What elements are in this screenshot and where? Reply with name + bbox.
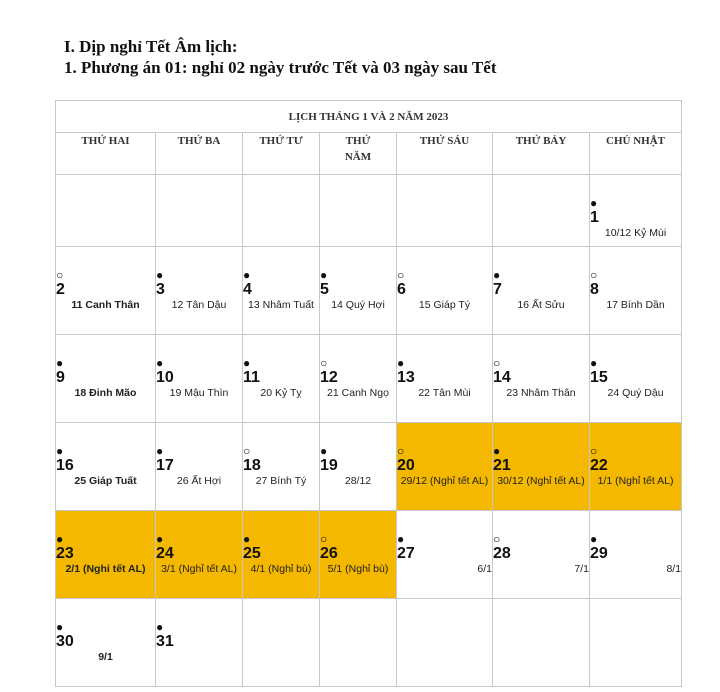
lunar-date: 21 Canh Ngọ bbox=[327, 387, 389, 399]
calendar-day-cell bbox=[590, 335, 682, 423]
lunar-date: 22 Tân Mùi bbox=[418, 387, 471, 399]
weekday-header: THỨ BẢY bbox=[493, 133, 590, 175]
calendar-day-cell bbox=[590, 423, 682, 511]
calendar-day-cell bbox=[493, 511, 590, 599]
day-marker-icon: ● bbox=[56, 620, 64, 634]
day-marker-icon: ○ bbox=[493, 356, 501, 370]
day-number: 13 bbox=[397, 369, 415, 386]
day-number: 31 bbox=[156, 633, 174, 650]
calendar-day-cell bbox=[590, 511, 682, 599]
day-number: 9 bbox=[56, 369, 65, 386]
day-number: 22 bbox=[590, 457, 608, 474]
day-marker-icon: ● bbox=[156, 268, 164, 282]
calendar-empty-cell bbox=[590, 599, 682, 687]
calendar-empty-cell bbox=[320, 599, 397, 687]
day-number: 10 bbox=[156, 369, 174, 386]
day-number: 7 bbox=[493, 281, 502, 298]
section-title: I. Dịp nghỉ Tết Âm lịch: bbox=[64, 37, 238, 56]
lunar-date: 9/1 bbox=[98, 651, 113, 663]
day-marker-icon: ● bbox=[397, 356, 405, 370]
calendar-day-cell bbox=[590, 247, 682, 335]
day-marker-icon: ● bbox=[156, 620, 164, 634]
calendar-day-cell bbox=[56, 335, 156, 423]
calendar-title: LỊCH THÁNG 1 VÀ 2 NĂM 2023 bbox=[56, 101, 682, 133]
lunar-date: 8/1 bbox=[666, 563, 682, 575]
calendar-day-cell bbox=[156, 423, 243, 511]
day-marker-icon: ● bbox=[320, 268, 328, 282]
lunar-date: 18 Đinh Mão bbox=[74, 387, 137, 399]
day-marker-icon: ● bbox=[243, 356, 251, 370]
calendar-day-cell bbox=[243, 511, 320, 599]
calendar-day-cell bbox=[493, 247, 590, 335]
lunar-date: 27 Bính Tý bbox=[255, 475, 307, 487]
day-number: 16 bbox=[56, 457, 74, 474]
calendar-day-cell bbox=[397, 247, 493, 335]
lunar-date: 23 Nhâm Thân bbox=[506, 387, 576, 399]
weekday-header: THỨ SÁU bbox=[397, 133, 493, 175]
calendar-week-row bbox=[56, 335, 682, 423]
calendar-day-cell bbox=[243, 247, 320, 335]
day-marker-icon: ● bbox=[156, 444, 164, 458]
day-number: 14 bbox=[493, 369, 511, 386]
day-marker-icon: ○ bbox=[397, 444, 405, 458]
day-marker-icon: ○ bbox=[590, 444, 598, 458]
day-marker-icon: ● bbox=[243, 268, 251, 282]
calendar-day-cell bbox=[320, 511, 397, 599]
day-number: 5 bbox=[320, 281, 329, 298]
day-marker-icon: ○ bbox=[397, 268, 405, 282]
lunar-date: 24 Quý Dậu bbox=[607, 387, 664, 399]
lunar-date: 1/1 (Nghỉ tết AL) bbox=[597, 475, 674, 487]
day-marker-icon: ○ bbox=[320, 356, 328, 370]
day-number: 6 bbox=[397, 281, 406, 298]
day-marker-icon: ● bbox=[493, 444, 501, 458]
day-marker-icon: ● bbox=[590, 196, 598, 210]
day-number: 18 bbox=[243, 457, 261, 474]
lunar-date: 10/12 Kỷ Mùi bbox=[604, 227, 667, 239]
lunar-date: 6/1 bbox=[477, 563, 492, 575]
calendar-empty-cell bbox=[243, 175, 320, 247]
calendar-empty-cell bbox=[56, 175, 156, 247]
lunar-date: 7/1 bbox=[574, 563, 589, 575]
day-number: 3 bbox=[156, 281, 165, 298]
calendar-empty-cell bbox=[493, 175, 590, 247]
calendar-empty-cell bbox=[397, 599, 493, 687]
lunar-date: 12 Tân Dậu bbox=[171, 299, 227, 311]
lunar-date: 14 Quý Hợi bbox=[331, 299, 385, 311]
day-number: 15 bbox=[590, 369, 608, 386]
calendar-week-row bbox=[56, 175, 682, 247]
day-number: 25 bbox=[243, 545, 261, 562]
day-number: 27 bbox=[397, 545, 415, 562]
lunar-date: 30/12 (Nghỉ tết AL) bbox=[497, 475, 585, 487]
day-marker-icon: ● bbox=[243, 532, 251, 546]
day-marker-icon: ● bbox=[493, 268, 501, 282]
calendar-empty-cell bbox=[493, 599, 590, 687]
day-number: 29 bbox=[590, 545, 608, 562]
day-marker-icon: ● bbox=[56, 356, 64, 370]
calendar-day-cell bbox=[56, 247, 156, 335]
day-marker-icon: ● bbox=[56, 444, 64, 458]
calendar-day-cell bbox=[590, 175, 682, 247]
calendar-day-cell bbox=[156, 247, 243, 335]
calendar-day-cell bbox=[493, 335, 590, 423]
lunar-date: 19 Mậu Thìn bbox=[169, 387, 229, 399]
calendar-week-row bbox=[56, 423, 682, 511]
lunar-date: 15 Giáp Tý bbox=[418, 299, 471, 311]
day-number: 2 bbox=[56, 281, 65, 298]
day-number: 17 bbox=[156, 457, 174, 474]
lunar-date: 4/1 (Nghỉ bù) bbox=[250, 563, 312, 575]
day-marker-icon: ● bbox=[56, 532, 64, 546]
weekday-header: CHỦ NHẬT bbox=[590, 133, 682, 175]
calendar-day-cell bbox=[493, 423, 590, 511]
lunar-date: 3/1 (Nghỉ tết AL) bbox=[161, 563, 237, 575]
calendar-day-cell bbox=[320, 423, 397, 511]
weekday-header-row bbox=[56, 133, 682, 175]
lunar-date: 26 Ất Hợi bbox=[176, 475, 222, 487]
day-marker-icon: ○ bbox=[590, 268, 598, 282]
day-marker-icon: ● bbox=[156, 532, 164, 546]
day-marker-icon: ○ bbox=[493, 532, 501, 546]
weekday-header: THỨ BA bbox=[156, 133, 243, 175]
lunar-date: 16 Ất Sửu bbox=[517, 299, 565, 311]
day-marker-icon: ○ bbox=[56, 268, 64, 282]
day-number: 1 bbox=[590, 209, 599, 226]
day-number: 8 bbox=[590, 281, 599, 298]
day-number: 20 bbox=[397, 457, 415, 474]
plan-title: 1. Phương án 01: nghỉ 02 ngày trước Tết và 03 ngày sau Tết bbox=[64, 58, 497, 77]
calendar-table bbox=[55, 100, 682, 687]
day-marker-icon: ● bbox=[590, 532, 598, 546]
calendar-day-cell bbox=[397, 423, 493, 511]
calendar-day-cell bbox=[156, 511, 243, 599]
day-number: 21 bbox=[493, 457, 511, 474]
lunar-date: 25 Giáp Tuất bbox=[74, 475, 137, 487]
weekday-header: THỨ NĂM bbox=[320, 133, 397, 175]
day-number: 30 bbox=[56, 633, 74, 650]
calendar-day-cell bbox=[56, 599, 156, 687]
calendar-day-cell bbox=[243, 423, 320, 511]
calendar-day-cell bbox=[156, 335, 243, 423]
day-marker-icon: ○ bbox=[320, 532, 328, 546]
day-marker-icon: ● bbox=[397, 532, 405, 546]
calendar-week-row bbox=[56, 599, 682, 687]
day-number: 26 bbox=[320, 545, 338, 562]
weekday-header: THỨ TƯ bbox=[243, 133, 320, 175]
day-number: 24 bbox=[156, 545, 174, 562]
day-marker-icon: ● bbox=[156, 356, 164, 370]
day-number: 12 bbox=[320, 369, 338, 386]
lunar-date: 2/1 (Nghỉ tết AL) bbox=[65, 563, 146, 575]
calendar-day-cell bbox=[397, 335, 493, 423]
calendar-day-cell bbox=[320, 247, 397, 335]
weekday-header: THỨ HAI bbox=[56, 133, 156, 175]
calendar-week-row bbox=[56, 247, 682, 335]
calendar-empty-cell bbox=[320, 175, 397, 247]
day-marker-icon: ● bbox=[320, 444, 328, 458]
day-number: 11 bbox=[243, 369, 260, 386]
day-number: 19 bbox=[320, 457, 338, 474]
calendar-empty-cell bbox=[156, 175, 243, 247]
day-number: 23 bbox=[56, 545, 74, 562]
day-number: 4 bbox=[243, 281, 252, 298]
lunar-date: 5/1 (Nghỉ bù) bbox=[327, 563, 389, 575]
calendar-empty-cell bbox=[243, 599, 320, 687]
day-marker-icon: ● bbox=[590, 356, 598, 370]
calendar-week-row bbox=[56, 511, 682, 599]
lunar-date: 28/12 bbox=[344, 475, 372, 487]
calendar-day-cell bbox=[156, 599, 243, 687]
lunar-date: 13 Nhâm Tuất bbox=[248, 299, 314, 311]
calendar-day-cell bbox=[320, 335, 397, 423]
document-heading bbox=[64, 36, 496, 78]
calendar-day-cell bbox=[56, 423, 156, 511]
lunar-date: 17 Bính Dần bbox=[606, 299, 665, 311]
lunar-date: 29/12 (Nghỉ tết AL) bbox=[400, 475, 489, 487]
lunar-date: 20 Kỷ Tỵ bbox=[260, 387, 302, 399]
lunar-date: 11 Canh Thân bbox=[71, 299, 140, 311]
calendar-day-cell bbox=[397, 511, 493, 599]
calendar-day-cell bbox=[243, 335, 320, 423]
day-marker-icon: ○ bbox=[243, 444, 251, 458]
day-number: 28 bbox=[493, 545, 511, 562]
calendar-day-cell bbox=[56, 511, 156, 599]
calendar-empty-cell bbox=[397, 175, 493, 247]
